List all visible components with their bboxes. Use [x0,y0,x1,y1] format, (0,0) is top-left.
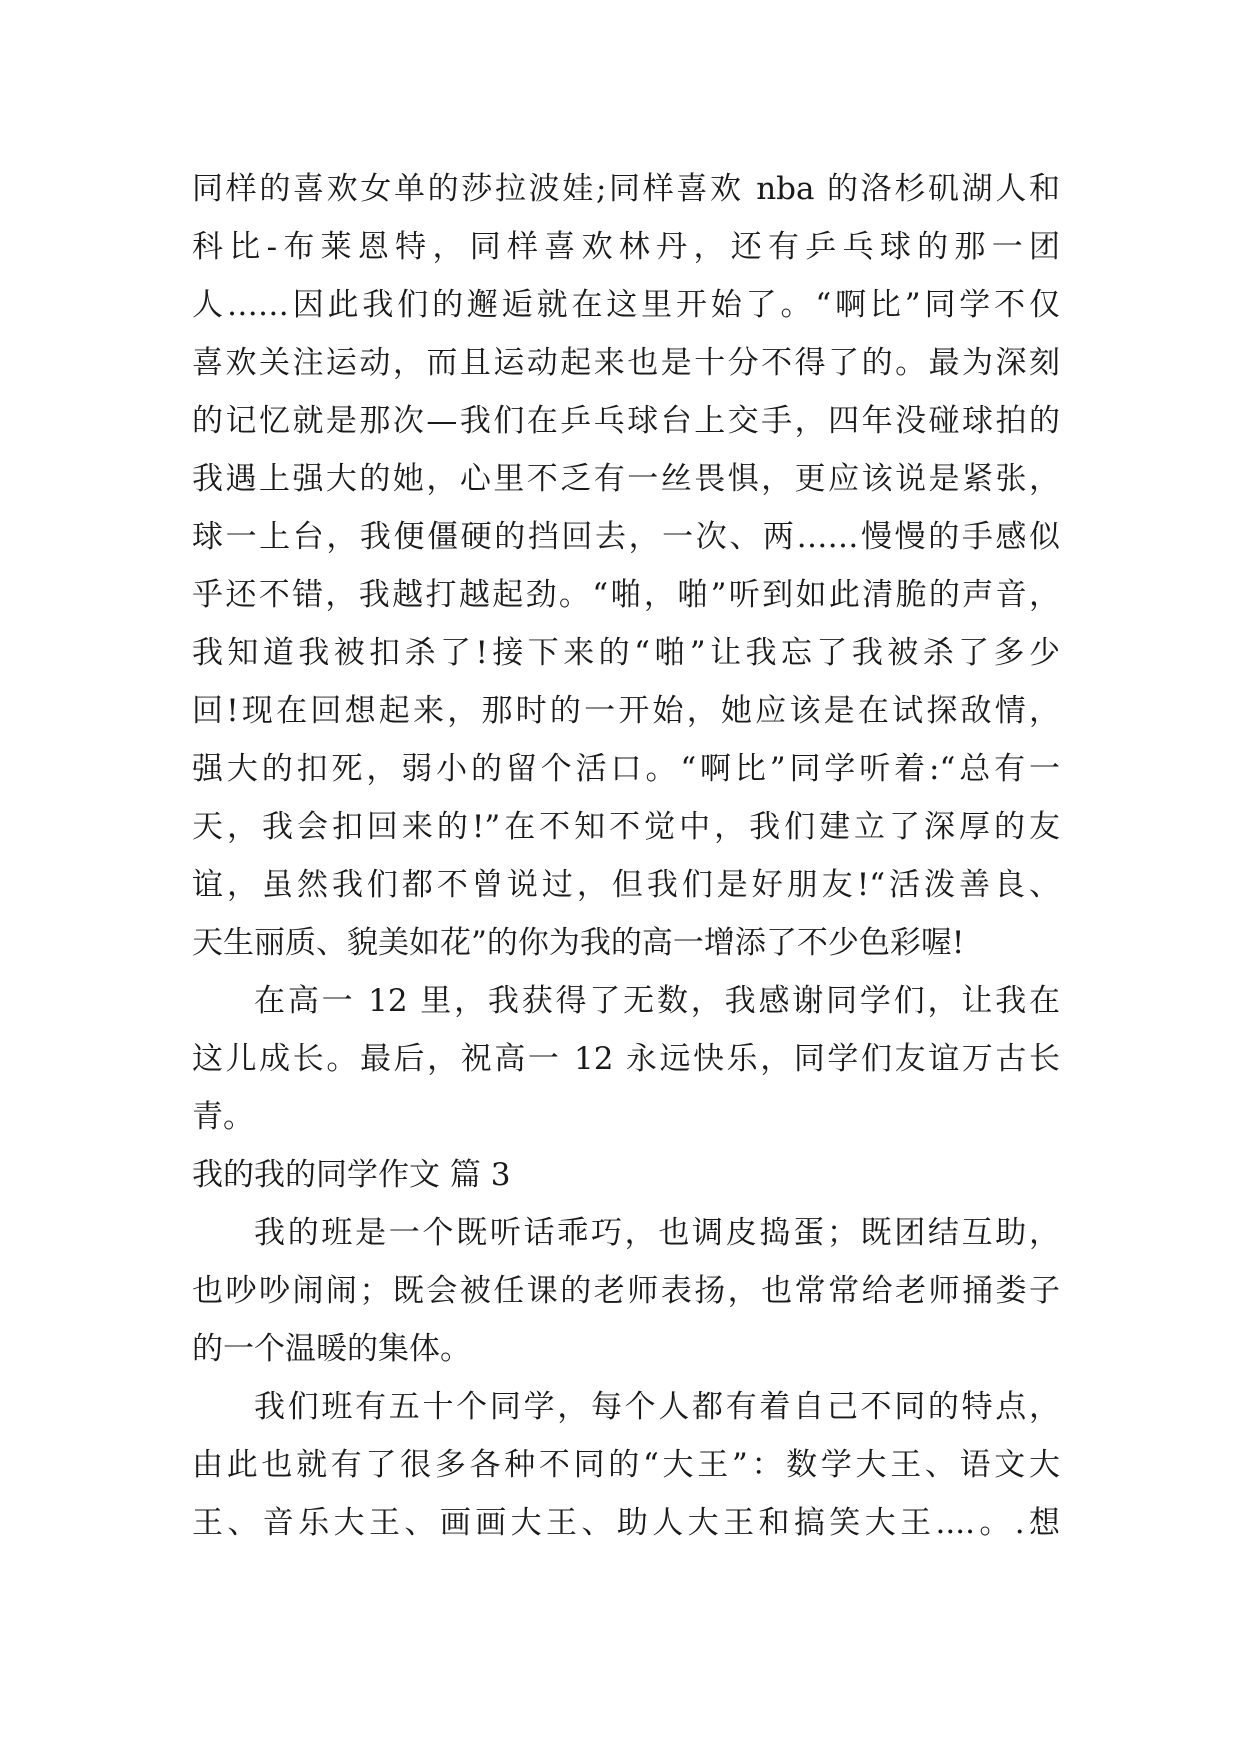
text-line: 谊，虽然我们都不曾说过，但我们是好朋友!“活泼善良、 [192,867,1060,903]
text-line: 喜欢关注运动，而且运动起来也是十分不得了的。最为深刻 [192,345,1060,381]
text-line: 我遇上强大的她，心里不乏有一丝畏惧，更应该说是紧张， [192,461,1060,497]
text-line: 的记忆就是那次—我们在乒乓球台上交手，四年没碰球拍的 [192,403,1060,439]
text-line: 也吵吵闹闹；既会被任课的老师表扬，也常常给老师捅娄子 [192,1273,1060,1309]
text-line: 我的我的同学作文 篇 3 [192,1157,511,1193]
text-line: 强大的扣死，弱小的留个活口。“啊比”同学听着:“总有一 [192,751,1060,787]
text-line: 回!现在回想起来，那时的一开始，她应该是在试探敌情， [192,693,1060,729]
text-line: 在高一 12 里，我获得了无数，我感谢同学们，让我在 [254,983,1060,1019]
text-line: 乎还不错，我越打越起劲。“啪，啪”听到如此清脆的声音， [192,577,1060,613]
text-line: 我的班是一个既听话乖巧，也调皮捣蛋；既团结互助， [254,1215,1060,1251]
text-line: 我们班有五十个同学，每个人都有着自己不同的特点， [254,1389,1060,1425]
text-line: 人……因此我们的邂逅就在这里开始了。“啊比”同学不仅 [192,287,1060,323]
text-line: 球一上台，我便僵硬的挡回去，一次、两……慢慢的手感似 [192,519,1060,555]
text-line: 这儿成长。最后，祝高一 12 永远快乐，同学们友谊万古长 [192,1041,1060,1077]
text-line: 天生丽质、貌美如花”的你为我的高一增添了不少色彩喔! [192,925,965,961]
text-line: 科比-布莱恩特，同样喜欢林丹，还有乒乓球的那一团 [192,229,1060,265]
text-line: 天，我会扣回来的!”在不知不觉中，我们建立了深厚的友 [192,809,1060,845]
essay-text [192,160,1060,1552]
text-line: 王、音乐大王、画画大王、助人大王和搞笑大王....。.想 [192,1505,1060,1541]
text-line: 的一个温暖的集体。 [192,1331,471,1367]
text-line: 同样的喜欢女单的莎拉波娃;同样喜欢 nba 的洛杉矶湖人和 [192,171,1060,207]
text-line: 由此也就有了很多各种不同的“大王”：数学大王、语文大 [192,1447,1060,1483]
text-line: 我知道我被扣杀了!接下来的“啪”让我忘了我被杀了多少 [192,635,1060,671]
text-line: 青。 [192,1099,254,1135]
